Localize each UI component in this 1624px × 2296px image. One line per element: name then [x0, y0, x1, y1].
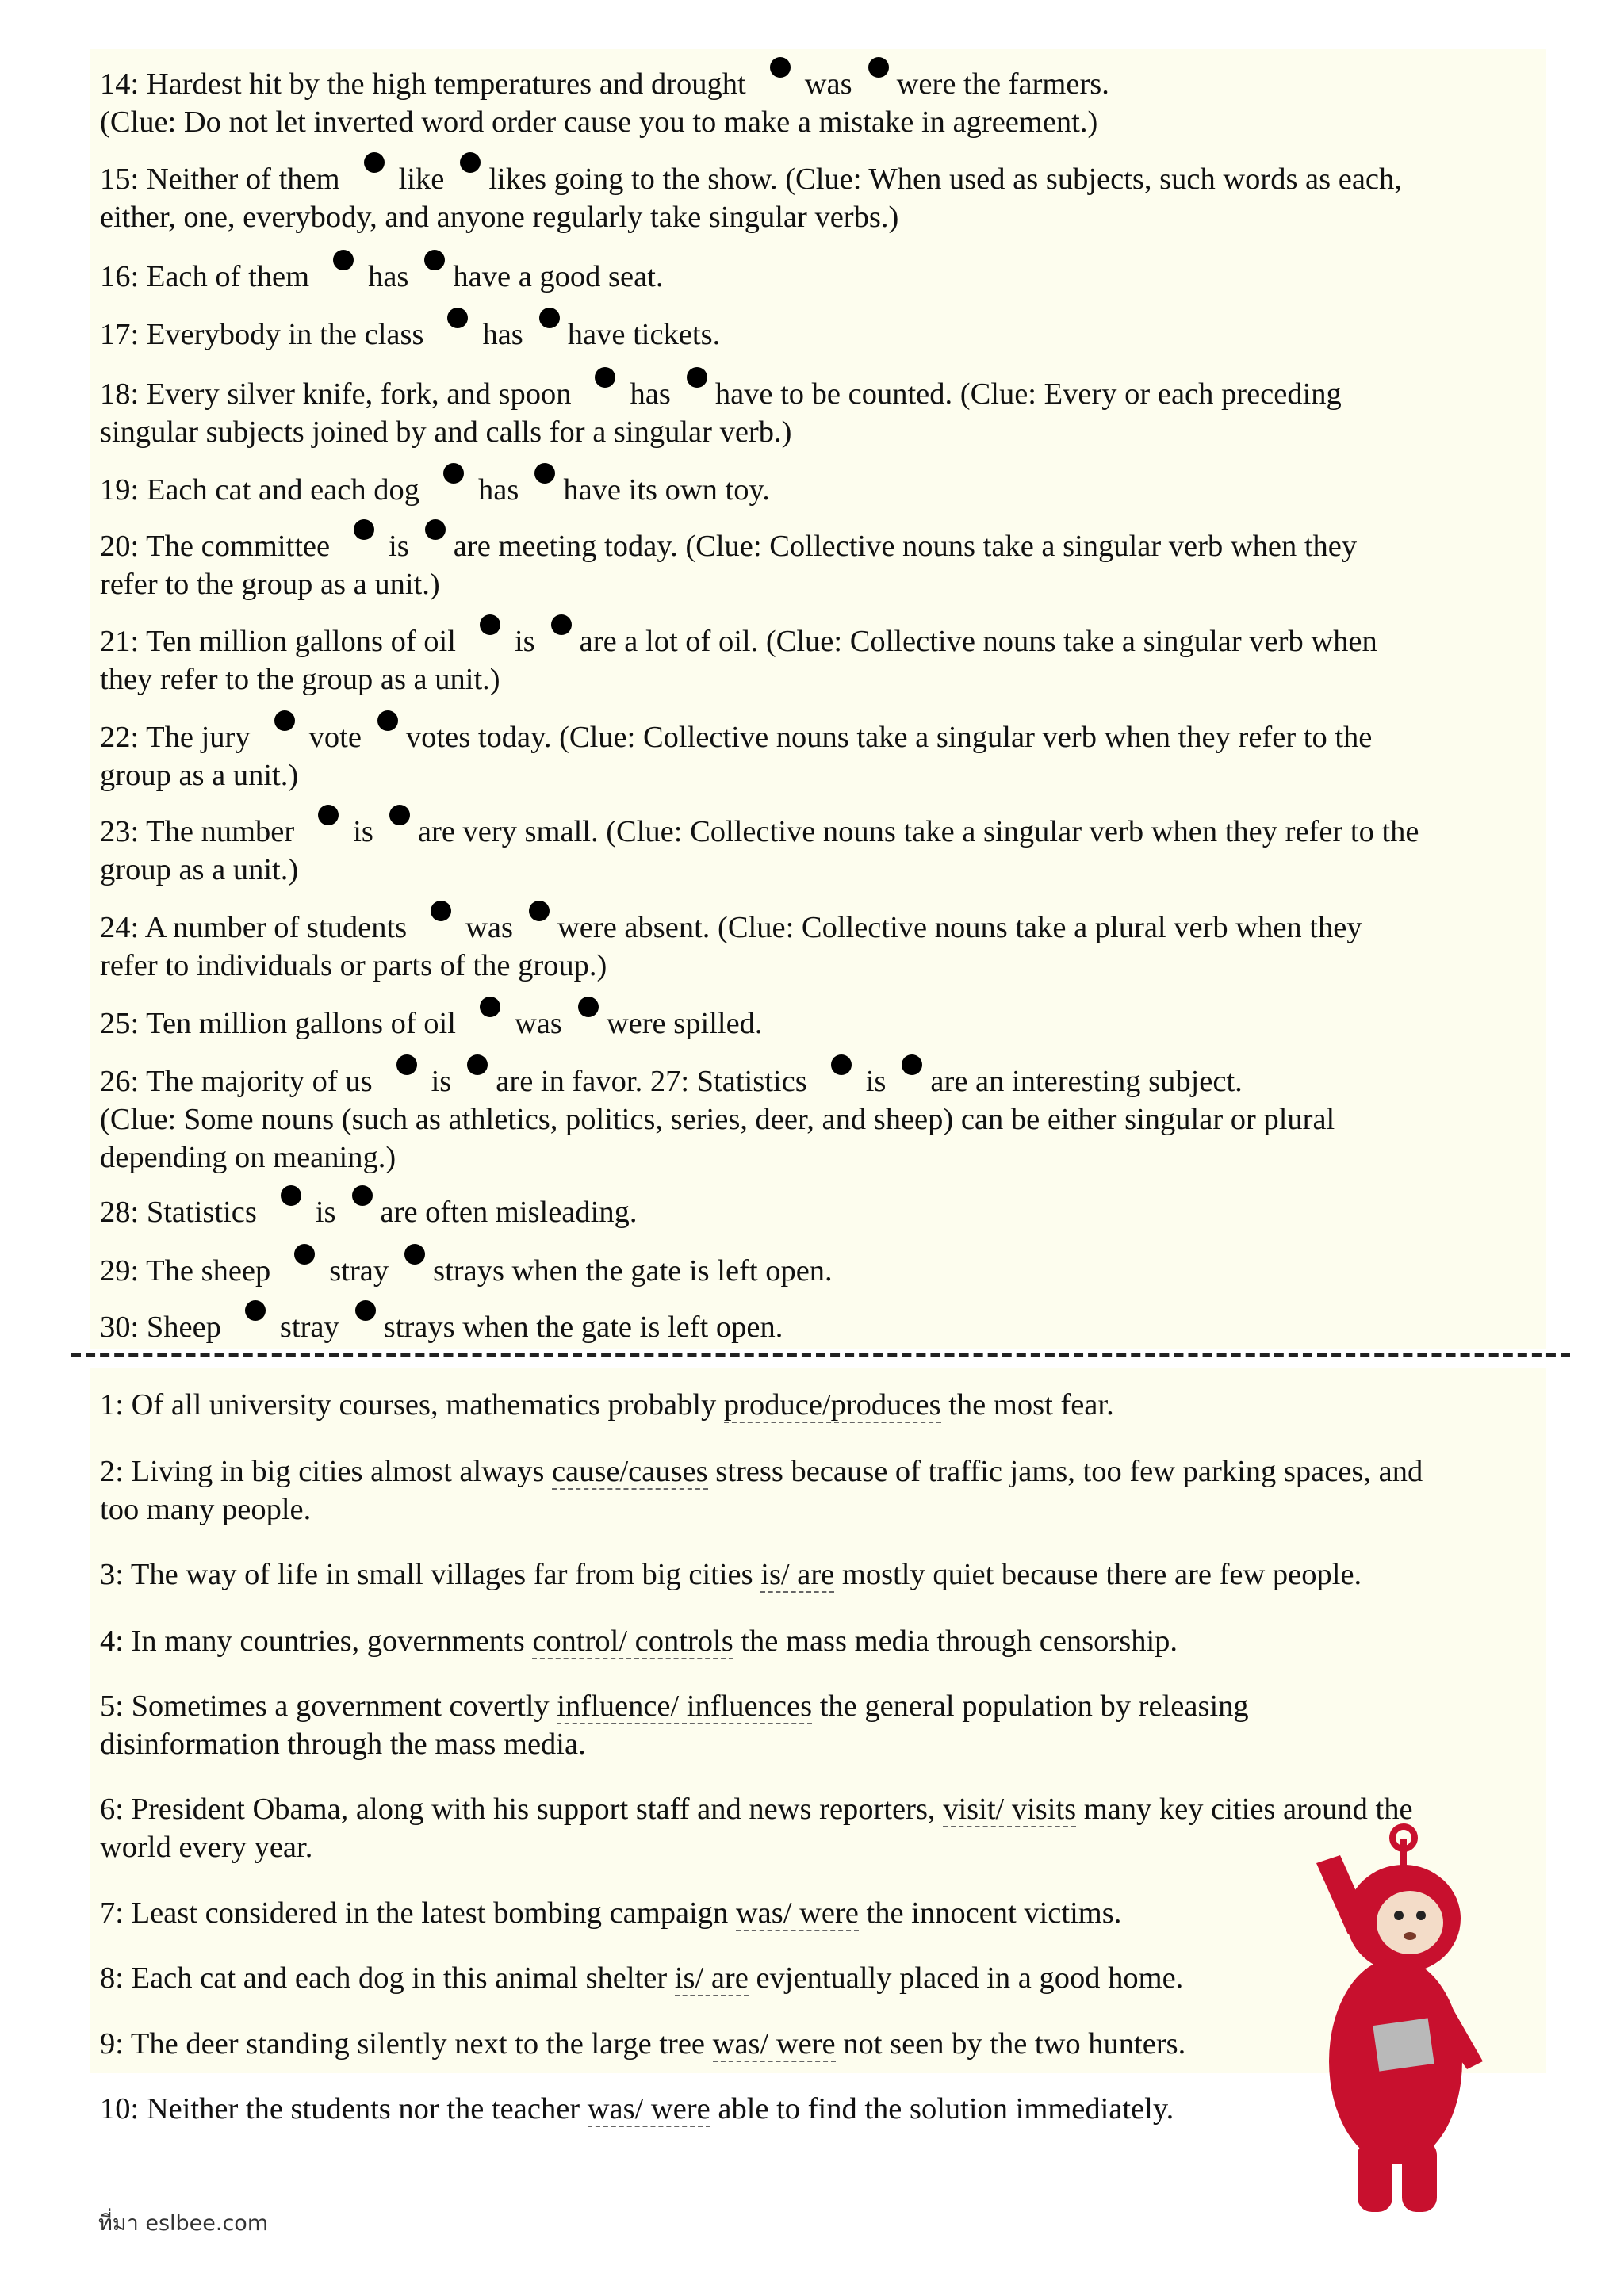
verb-option: was	[514, 1007, 562, 1040]
top-item-line	[100, 565, 1551, 603]
bullet-icon	[902, 1054, 922, 1075]
verb-option: is	[389, 530, 409, 563]
item-tail: are very small. (Clue: Collective nouns take a singular verb when they refer to the	[417, 815, 1419, 848]
bullet-icon	[355, 1300, 376, 1321]
answer-choice-1[interactable]	[262, 720, 309, 750]
item-tail: stress because of traffic jams, too few parking spaces, and	[707, 1455, 1423, 1488]
bullet-icon	[480, 997, 500, 1017]
item-text: either, one, everybody, and anyone regularly take singular verbs.)	[100, 201, 899, 234]
verb-choice[interactable]: influence/ influences	[557, 1689, 813, 1723]
answer-choice-1[interactable]	[818, 1064, 866, 1094]
top-item-line	[100, 198, 1551, 236]
verb-option: is	[431, 1065, 452, 1098]
verb-choice[interactable]: was/ were	[712, 2027, 836, 2061]
bullet-icon	[529, 901, 550, 921]
bullet-icon	[480, 614, 500, 635]
top-item-line	[100, 813, 1551, 851]
top-item-line	[100, 622, 1551, 660]
top-item-line	[100, 160, 1551, 198]
bullet-icon	[245, 1300, 266, 1321]
item-tail: have to be counted. (Clue: Every or each preceding	[714, 377, 1342, 411]
top-item-line	[100, 1252, 1551, 1290]
bullet-icon	[687, 367, 707, 388]
bullet-icon	[354, 519, 374, 540]
answer-choice-2[interactable]	[527, 317, 568, 347]
verb-choice[interactable]: was/ were	[587, 2092, 710, 2126]
item-tail: were spilled.	[606, 1007, 763, 1040]
answer-choice-2[interactable]	[889, 1064, 930, 1094]
item-text: (Clue: Some nouns (such as athletics, politics, series, deer, and sheep) can be either singular or plural	[100, 1103, 1335, 1136]
item-stem: 17: Everybody in the class	[100, 318, 424, 351]
bottom-item-line	[100, 1622, 1551, 1660]
item-tail: have its own toy.	[563, 473, 770, 507]
item-tail: mostly quiet because there are few people.	[834, 1558, 1362, 1591]
item-text: world every year.	[100, 1831, 313, 1864]
verb-choice[interactable]: was/ were	[735, 1896, 859, 1930]
answer-choice-1[interactable]	[418, 910, 465, 940]
item-stem: 25: Ten million gallons of oil	[100, 1007, 456, 1040]
answer-choice-2[interactable]	[674, 377, 715, 407]
verb-option: has	[368, 260, 409, 293]
item-stem: 16: Each of them	[100, 260, 310, 293]
verb-option: is	[514, 625, 535, 658]
verb-choice[interactable]: control/ controls	[532, 1624, 733, 1658]
answer-choice-1[interactable]	[282, 1253, 329, 1284]
item-text: they refer to the group as a unit.)	[100, 663, 500, 696]
bullet-icon	[396, 1054, 417, 1075]
item-tail: have tickets.	[567, 318, 721, 351]
item-tail: are often misleading.	[380, 1196, 638, 1229]
answer-choice-1[interactable]	[467, 624, 515, 654]
answer-choice-2[interactable]	[447, 162, 488, 192]
item-stem: 10: Neither the students nor the teacher	[100, 2092, 588, 2126]
bullet-icon	[467, 1054, 488, 1075]
top-item-line	[100, 1062, 1551, 1100]
top-item-line	[100, 375, 1551, 413]
item-stem: 26: The majority of us	[100, 1065, 373, 1098]
item-stem: 24: A number of students	[100, 911, 408, 944]
item-text: refer to individuals or parts of the group.)	[100, 949, 607, 982]
item-text: (Clue: Do not let inverted word order cause you to make a mistake in agreement.)	[100, 105, 1098, 139]
top-item-line	[100, 258, 1551, 296]
bullet-icon	[389, 805, 410, 825]
bullet-icon	[431, 901, 451, 921]
item-tail: likes going to the show. (Clue: When used as subjects, such words as each,	[488, 163, 1402, 196]
answer-choice-2[interactable]	[522, 473, 563, 503]
dashed-divider	[71, 1353, 1570, 1357]
bottom-item-line	[100, 1452, 1551, 1490]
answer-choice-1[interactable]	[341, 529, 389, 559]
top-item-line	[100, 1193, 1551, 1231]
item-tail: votes today. (Clue: Collective nouns take a singular verb when they refer to the	[405, 721, 1373, 754]
top-item-line	[100, 1308, 1551, 1346]
item-tail: the general population by releasing	[812, 1689, 1249, 1723]
bullet-icon	[868, 57, 889, 78]
answer-choice-2[interactable]	[392, 1253, 433, 1284]
top-item-line	[100, 756, 1551, 794]
bullet-icon	[770, 57, 791, 78]
bullet-icon	[404, 1244, 425, 1265]
bullet-icon	[352, 1185, 373, 1206]
bullet-icon	[551, 614, 572, 635]
bullet-icon	[274, 710, 295, 731]
verb-choice[interactable]: visit/ visits	[943, 1793, 1077, 1826]
answer-choice-1[interactable]	[268, 1195, 316, 1225]
teletubby-mascot-illustration	[1300, 1823, 1491, 2220]
answer-choice-2[interactable]	[339, 1195, 381, 1225]
item-tail: not seen by the two hunters.	[835, 2027, 1186, 2061]
answer-choice-1[interactable]	[467, 1006, 515, 1036]
item-stem: 2: Living in big cities almost always	[100, 1455, 552, 1488]
item-tail: the innocent victims.	[858, 1896, 1122, 1930]
top-item-line	[100, 65, 1551, 103]
bullet-icon	[578, 997, 599, 1017]
bullet-icon	[424, 250, 445, 270]
item-tail: strays when the gate is left open.	[383, 1311, 783, 1344]
answer-choice-2[interactable]	[377, 814, 418, 844]
top-item-line	[100, 471, 1551, 509]
verb-option: stray	[329, 1254, 389, 1288]
answer-choice-2[interactable]	[856, 67, 897, 97]
item-text: disinformation through the mass media.	[100, 1728, 586, 1761]
answer-choice-2[interactable]	[454, 1064, 496, 1094]
item-tail: are an interesting subject.	[930, 1065, 1243, 1098]
item-text: refer to the group as a unit.)	[100, 568, 440, 601]
top-item-line	[100, 660, 1551, 698]
item-tail: the most fear.	[940, 1388, 1114, 1422]
item-stem: 1: Of all university courses, mathematics probably	[100, 1388, 724, 1422]
top-item-line	[100, 851, 1551, 889]
item-tail: evjentually placed in a good home.	[748, 1961, 1184, 1995]
top-item-line	[100, 103, 1551, 141]
item-stem: 3: The way of life in small villages far from big cities	[100, 1558, 761, 1591]
item-stem: 28: Statistics	[100, 1196, 257, 1229]
answer-choice-2[interactable]	[412, 529, 454, 559]
bullet-icon	[831, 1054, 852, 1075]
top-item-line	[100, 1004, 1551, 1043]
item-stem: 29: The sheep	[100, 1254, 271, 1288]
item-stem: 23: The number	[100, 815, 295, 848]
answer-choice-2[interactable]	[565, 1006, 607, 1036]
answer-choice-1[interactable]	[582, 377, 630, 407]
verb-choice[interactable]: produce/produces	[723, 1388, 941, 1422]
item-text: group as a unit.)	[100, 853, 299, 886]
top-item-line	[100, 1100, 1551, 1138]
verb-choice[interactable]: cause/causes	[551, 1455, 708, 1488]
item-text: depending on meaning.)	[100, 1141, 396, 1174]
item-text: too many people.	[100, 1493, 312, 1526]
answer-choice-2[interactable]	[343, 1310, 384, 1340]
verb-option: like	[398, 163, 445, 196]
answer-choice-1[interactable]	[232, 1310, 280, 1340]
item-stem: 8: Each cat and each dog in this animal shelter	[100, 1961, 675, 1995]
bullet-icon	[595, 367, 615, 388]
bottom-item-line	[100, 1386, 1551, 1424]
item-text: group as a unit.)	[100, 759, 299, 792]
item-tail: the mass media through censorship.	[733, 1624, 1178, 1658]
item-tail: are in favor. 27: Statistics	[496, 1065, 807, 1098]
answer-choice-1[interactable]	[435, 317, 482, 347]
answer-choice-1[interactable]	[757, 67, 805, 97]
verb-choice[interactable]: is/ are	[674, 1961, 749, 1995]
item-stem: 18: Every silver knife, fork, and spoon	[100, 377, 572, 411]
verb-option: stray	[279, 1311, 339, 1344]
verb-option: has	[630, 377, 671, 411]
bullet-icon	[443, 463, 464, 484]
verb-option: is	[353, 815, 373, 848]
answer-choice-1[interactable]	[431, 473, 478, 503]
item-tail: have a good seat.	[453, 260, 664, 293]
bottom-item-line	[100, 1490, 1551, 1529]
verb-option: was	[465, 911, 513, 944]
answer-choice-2[interactable]	[516, 910, 557, 940]
top-item-line	[100, 527, 1551, 565]
bullet-icon	[460, 152, 481, 173]
bullet-icon	[539, 308, 560, 328]
bullet-icon	[377, 710, 398, 731]
bottom-item-line	[100, 1556, 1551, 1594]
verb-option: is	[865, 1065, 887, 1098]
bullet-icon	[447, 308, 468, 328]
bottom-item-line	[100, 1725, 1551, 1763]
verb-option: has	[482, 318, 523, 351]
item-tail: are a lot of oil. (Clue: Collective nouns take a singular verb when	[579, 625, 1377, 658]
item-stem: 20: The committee	[100, 530, 331, 563]
verb-option: vote	[308, 721, 362, 754]
item-stem: 19: Each cat and each dog	[100, 473, 419, 507]
verb-option: has	[478, 473, 519, 507]
bullet-icon	[281, 1185, 301, 1206]
bullet-icon	[318, 805, 339, 825]
item-tail: strays when the gate is left open.	[433, 1254, 833, 1288]
top-item-line	[100, 413, 1551, 451]
answer-choice-2[interactable]	[365, 720, 406, 750]
item-tail: are meeting today. (Clue: Collective nouns take a singular verb when they	[453, 530, 1358, 563]
item-stem: 15: Neither of them	[100, 163, 340, 196]
item-stem: 5: Sometimes a government covertly	[100, 1689, 557, 1723]
item-tail: were absent. (Clue: Collective nouns take a plural verb when they	[557, 911, 1362, 944]
source-footer: ที่มา eslbee.com	[98, 2211, 269, 2236]
item-stem: 4: In many countries, governments	[100, 1624, 533, 1658]
verb-choice[interactable]: is/ are	[760, 1558, 835, 1591]
item-stem: 21: Ten million gallons of oil	[100, 625, 456, 658]
top-item-line	[100, 909, 1551, 947]
top-item-line	[100, 718, 1551, 756]
item-stem: 14: Hardest hit by the high temperatures and drought	[100, 67, 746, 101]
item-tail: were the farmers.	[896, 67, 1109, 101]
bullet-icon	[294, 1244, 315, 1265]
bullet-icon	[425, 519, 446, 540]
answer-choice-2[interactable]	[412, 259, 453, 289]
item-stem: 30: Sheep	[100, 1311, 221, 1344]
top-item-line	[100, 947, 1551, 985]
answer-choice-1[interactable]	[305, 814, 353, 844]
bullet-icon	[534, 463, 555, 484]
item-tail: able to find the solution immediately.	[710, 2092, 1174, 2126]
answer-choice-2[interactable]	[538, 624, 580, 654]
bullet-icon	[364, 152, 385, 173]
item-stem: 7: Least considered in the latest bombing campaign	[100, 1896, 736, 1930]
answer-choice-1[interactable]	[384, 1064, 431, 1094]
top-item-line	[100, 1138, 1551, 1177]
bottom-item-line	[100, 1687, 1551, 1725]
item-stem: 6: President Obama, along with his support staff and news reporters,	[100, 1793, 944, 1826]
item-tail: many key cities around the	[1076, 1793, 1413, 1826]
answer-choice-1[interactable]	[351, 162, 399, 192]
item-text: singular subjects joined by and calls for a singular verb.)	[100, 415, 792, 449]
verb-option: was	[804, 67, 852, 101]
item-stem: 9: The deer standing silently next to the large tree	[100, 2027, 713, 2061]
item-stem: 22: The jury	[100, 721, 251, 754]
top-item-line	[100, 316, 1551, 354]
bottom-item-line	[100, 1790, 1551, 1828]
bullet-icon	[333, 250, 354, 270]
answer-choice-1[interactable]	[320, 259, 368, 289]
verb-option: is	[315, 1196, 336, 1229]
